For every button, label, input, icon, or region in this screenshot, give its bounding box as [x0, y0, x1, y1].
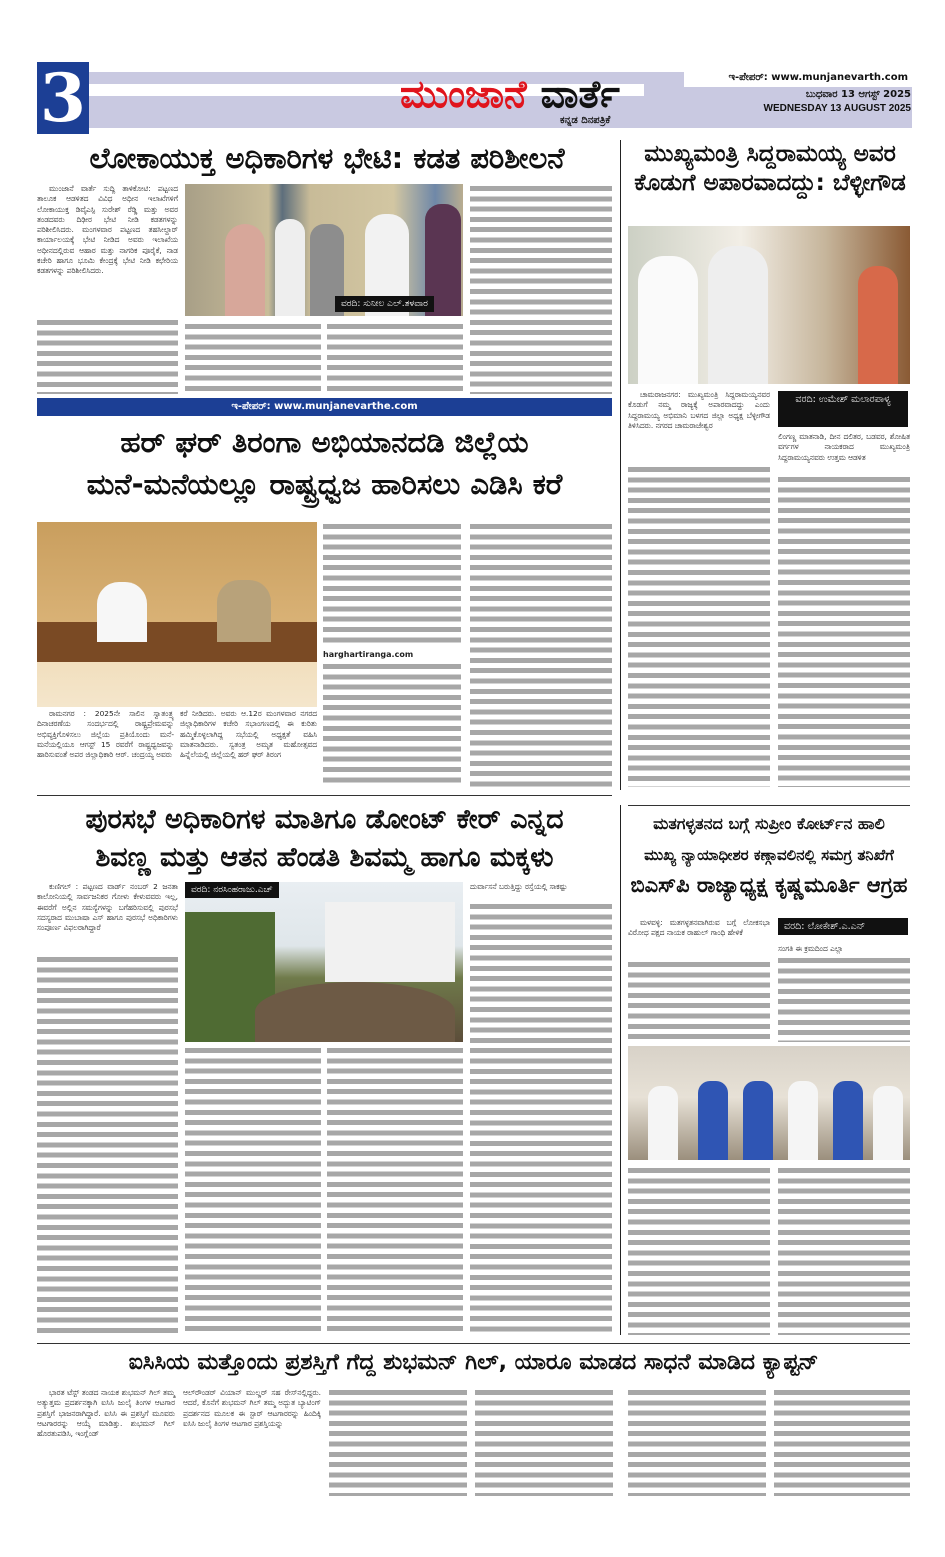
date-kannada: ಬುಧವಾರ 13 ಆಗಸ್ಟ್ 2025	[805, 89, 911, 100]
garbage-site-photo	[185, 882, 463, 1042]
text-column	[778, 475, 910, 787]
text-column	[37, 318, 178, 394]
byline-caption: ವರದಿ: ಉಮೇಶ್ ಮಲಾರಪಾಳ್ಯ	[778, 391, 908, 427]
epaper-link[interactable]: ಇ-ಪೇಪರ್: www.munjanevarth.com	[684, 72, 912, 87]
text-column	[327, 322, 463, 394]
text-column	[37, 955, 178, 1335]
text-column	[323, 522, 461, 647]
text-column	[628, 1166, 770, 1335]
bsp-press-photo	[628, 1046, 910, 1160]
text-column	[475, 1388, 613, 1496]
column-divider	[620, 805, 621, 1335]
text-column	[628, 1388, 766, 1496]
website-link[interactable]: harghartiranga.com	[323, 650, 414, 659]
date-english: WEDNESDAY 13 AUGUST 2025	[763, 103, 911, 114]
headline-purasabhe-line2: ಶಿವಣ್ಣ ಮತ್ತು ಆತನ ಹೆಂಡತಿ ಶಿವಮ್ಮ ಹಾಗೂ ಮಕ್ಕಳು	[95, 842, 554, 873]
article-siddaramaiah-body-2: ಲಿಂಗಣ್ಣ ಮಾತನಾಡಿ, ದೀನ ದಲಿತರ, ಬಡವರ, ಶೋಷಿತ ವರ್ಗಗಳ ನಾಯಕರಾದ ಮುಖ್ಯಮಂತ್ರಿ ಸಿದ್ದರಾಮಯ್ಯನವರು ಉತ್ತಮ ಆಡಳಿತ	[778, 432, 910, 462]
article-bsp-body: ಮಳವಳ್ಳಿ: ಮತಗಳ್ಳತನವಾಗಿರುವ ಬಗ್ಗೆ ಲೋಕಸಭಾ ವಿರೋಧ ಪಕ್ಷದ ನಾಯಕ ರಾಹುಲ್ ಗಾಂಧಿ ಹೇಳಿಕೆ	[628, 918, 770, 938]
article-har-ghar-body-2: ಕರೆ ನೀಡಿದರು. ಅವರು ಆ.12ರ ಮಂಗಳವಾರ ನಗರದ ಜಿಲ್ಲಾಧಿಕಾರಿಗಳ ಕಚೇರಿ ಸಭಾಂಗಣದಲ್ಲಿ ಈ ಕುರಿತು ಹಮ್ಮಿಕೊಳ್ಳಲಾಗಿದ್ದ ಸಭೆಯಲ್ಲಿ ಅಧ್ಯಕ್ಷತೆ ವಹಿಸಿ ಮಾತನಾಡಿದರು. ಸ್ವತಂತ್ರ ಅಮೃತ ಮಹೋತ್ಸವದ ಹಿನ್ನೆಲೆಯಲ್ಲಿ ಜಿಲ್ಲೆಯಲ್ಲಿ ಹರ್ ಘರ್ ತಿರಂಗ	[180, 709, 317, 760]
text-column	[470, 902, 612, 1335]
tagline: ಕನ್ನಡ ದಿನಪತ್ರಿಕೆ	[560, 115, 611, 126]
byline-caption: ವರದಿ: ನರಸಿಂಹರಾಜು.ಎಚ್	[185, 882, 279, 898]
text-column	[778, 1166, 910, 1335]
article-lokayukta-body: ಮುಂಜಾನೆ ವಾರ್ತೆ ಸುದ್ದಿ ತಾಳಿಕೋಟಿ: ಪಟ್ಟಣದ ತಾಲೂಕ ಆಡಳಿತದ ವಿವಿಧ ಅಧೀನ ಇಲಾಖೆಗಳಿಗೆ ಲೋಕಾಯುಕ್ತ ಡಿವೈಎಸ್ಪಿ ಸುರೇಶ್ ರೆಡ್ಡಿ ಮತ್ತು ಅವರ ತಂಡದವರು ದಿಢೀರ ಭೇಟಿ ನೀಡಿ ಕಡತಗಳನ್ನು ಪರಿಶೀಲಿಸಿದರು. ಮಂಗಳವಾರ ಪಟ್ಟಣದ ತಹಸೀಲ್ದಾರ್ ಕಾರ್ಯಾಲಯಕ್ಕೆ ಭೇಟಿ ನೀಡಿದ ಅವರು ಇಲಾಖೆಯ ಅಧೀನದಲ್ಲಿರುವ ಆಹಾರ ಮತ್ತು ನಾಗರಿಕ ಪೂರೈಕೆ, ನಾಡ ಕಚೇರಿ ಹಾಗೂ ಭೂಮಿ ಕೇಂದ್ರಕ್ಕೆ ಭೇಟಿ ನೀಡಿ ಕಛೇರಿಯ ಕಡತಗಳನ್ನು ಪರಿಶೀಲಿಸಿದರು.	[37, 184, 178, 276]
section-divider	[37, 1343, 910, 1344]
byline-caption: ವರದಿ: ಲೋಕೇಶ್.ಎ.ಎನ್	[778, 918, 908, 935]
article-bsp-body-2: ಸಂಗತಿ ಈ ಕ್ರಮದಿಂದ ಎಲ್ಲಾ	[778, 944, 844, 953]
headline-siddaramaiah: ಮುಖ್ಯಮಂತ್ರಿ ಸಿದ್ದರಾಮಯ್ಯ ಅವರ ಕೊಡುಗೆ ಅಪಾರವಾದದ್ದು: ಬೆಳ್ಳೀಗೌಡ	[634, 141, 906, 196]
headline-lokayukta: ಲೋಕಾಯುಕ್ತ ಅಧಿಕಾರಿಗಳ ಭೇಟಿ: ಕಡತ ಪರಿಶೀಲನೆ	[89, 141, 565, 175]
logo-red: ಮುಂಜಾನೆ	[400, 72, 527, 116]
headline-har-ghar-line1: ಹರ್ ಘರ್ ತಿರಂಗಾ ಅಭಿಯಾನದಡಿ ಜಿಲ್ಲೆಯ	[120, 425, 529, 459]
text-column	[470, 522, 612, 787]
article-har-ghar-body: ರಾಮನಗರ : 2025ನೇ ಸಾಲಿನ ಸ್ವಾತಂತ್ರ್ಯ ದಿನಾಚರಣೆಯ ಸಂದರ್ಭದಲ್ಲಿ ರಾಷ್ಟ್ರಪ್ರೇಮವನ್ನು ಅಭಿವ್ಯಕ್ತಿಗೊಳಿಸಲು ಜಿಲ್ಲೆಯ ಪ್ರತಿಯೊಂದು ಮನೆ-ಮನೆಯಲ್ಲಿಯೂ ಆಗಸ್ಟ್ 15 ರವರೆಗೆ ರಾಷ್ಟ್ರಧ್ವಜವನ್ನು ಹಾರಿಸುವಂತೆ ಅಪರ ಜಿಲ್ಲಾಧಿಕಾರಿ ಆರ್. ಚಂದ್ರಯ್ಯ ಅವರು	[37, 709, 174, 760]
article-siddaramaiah-body: ಚಾಮರಾಜನಗರ: ಮುಖ್ಯಮಂತ್ರಿ ಸಿದ್ದರಾಮಯ್ಯನವರ ಕೊಡುಗೆ ನಮ್ಮ ರಾಜ್ಯಕ್ಕೆ ಅಪಾರವಾದದ್ದು ಎಂದು ಸಿದ್ದರಾಮಯ್ಯ ಅಭಿಮಾನಿ ಬಳಗದ ಜಿಲ್ಲಾ ಅಧ್ಯಕ್ಷ ಬೆಳ್ಳೀಗೌಡ ತಿಳಿಸಿದರು. ನಗರದ ಚಾಮರಾಜೇಶ್ವರ	[628, 390, 770, 430]
headline-bsp-line3: ಬಿಎಸ್‌ಪಿ ರಾಜ್ಯಾಧ್ಯಕ್ಷ ಕೃಷ್ಣಮೂರ್ತಿ ಆಗ್ರಹ	[630, 873, 908, 897]
text-column	[628, 465, 770, 787]
text-column	[628, 960, 770, 1042]
article-gill-body: ಭಾರತ ಟೆಸ್ಟ್ ತಂಡದ ನಾಯಕ ಶುಭಮನ್ ಗಿಲ್ ತಮ್ಮ ಅತ್ಯುತ್ತಮ ಪ್ರದರ್ಶನಕ್ಕಾಗಿ ಐಸಿಸಿ ಜುಲೈ ತಿಂಗಳ ಆಟಗಾರ ಪ್ರಶಸ್ತಿಗೆ ಭಾಜನರಾಗಿದ್ದಾರೆ. ಐಸಿಸಿ ಈ ಪ್ರಶಸ್ತಿಗೆ ಮೂವರು ಆಟಗಾರರನ್ನು ಆಯ್ಕೆ ಮಾಡಿತ್ತು. ಶುಭಮನ್ ಗಿಲ್ ಹೊರತುಪಡಿಸಿ, ಇಂಗ್ಲೆಂಡ್	[37, 1388, 175, 1439]
column-divider	[620, 140, 621, 790]
byline-caption: ವರದಿ: ಸುನೀಲ ಎಲ್.ತಳವಾರ	[335, 296, 434, 312]
headline-shubman-gill: ಐಸಿಸಿಯ ಮತ್ತೊಂದು ಪ್ರಶಸ್ತಿಗೆ ಗೆದ್ದ ಶುಭಮನ್ ಗಿಲ್, ಯಾರೂ ಮಾಡದ ಸಾಧನೆ ಮಾಡಿದ ಕ್ಯಾಪ್ಟನ್	[128, 1350, 819, 1375]
text-column	[185, 322, 321, 394]
article-purasabhe-body: ಕುಣಿಗಲ್ : ಪಟ್ಟಣದ ವಾರ್ಡ್ ನಂಬರ್ 2 ಜನತಾ ಕಾಲೋನಿಯಲ್ಲಿ ಸಾರ್ವಜನಿಕರ ಗೋಳು ಕೇಳುವವರು ಇಲ್ಲ, ಈವರೆಗೆ ಅಲ್ಲಿನ ಸಮಸ್ಯೆಗಳನ್ನು ಬಗೆಹರಿಸುವಲ್ಲಿ ಪುರಸಭೆ ಸದಸ್ಯರಾದ ಮುಬಾಷಾ ಎಸ್ ಹಾಗೂ ಪುರಸಭೆ ಅಧಿಕಾರಿಗಳು ಸಂಪೂರ್ಣ ವಿಫಲರಾಗಿದ್ದಾರೆ	[37, 882, 178, 933]
text-column	[778, 956, 910, 1042]
text-column	[470, 184, 612, 394]
headline-bsp-line1: ಮತಗಳ್ಳತನದ ಬಗ್ಗೆ ಸುಪ್ರೀಂ ಕೋರ್ಟ್‌ನ ಹಾಲಿ	[653, 814, 885, 833]
article-gill-body-2: ಆಲ್‌ರೌಂಡರ್ ವಿಯಾನ್ ಮುಲ್ಡರ್ ಸಹ ರೇಸ್‌ನಲ್ಲಿದ್ದರು. ಆದರೆ, ಕೊನೆಗೆ ಶುಭಮನ್ ಗಿಲ್ ತಮ್ಮ ಅದ್ಭುತ ಬ್ಯಾಟಿಂಗ್ ಪ್ರದರ್ಶನದ ಮೂಲಕ ಈ ಸ್ಟಾರ್ ಆಟಗಾರರನ್ನು ಹಿಂದಿಕ್ಕಿ ಐಸಿಸಿ ಜುಲೈ ತಿಂಗಳ ಆಟಗಾರ ಪ್ರಶಸ್ತಿಯನ್ನು	[183, 1388, 321, 1428]
epaper-bar[interactable]: ಇ-ಪೇಪರ್: www.munjanevarthe.com	[37, 398, 612, 416]
section-divider	[37, 795, 612, 796]
newspaper-logo	[400, 72, 620, 117]
section-divider	[628, 805, 910, 806]
headline-har-ghar-line2: ಮನೆ-ಮನೆಯಲ್ಲೂ ರಾಷ್ಟ್ರಧ್ವಜ ಹಾರಿಸಲು ಎಡಿಸಿ ಕರೆ	[86, 467, 563, 501]
text-column	[327, 1046, 463, 1335]
headline-bsp-line2: ಮುಖ್ಯ ನ್ಯಾಯಾಧೀಶರ ಕಣ್ಗಾವಲಿನಲ್ಲಿ ಸಮಗ್ರ ತನಿಖೆಗೆ	[644, 846, 894, 864]
page-number: 3	[37, 62, 89, 134]
text-column	[774, 1388, 910, 1496]
logo-black: ವಾರ್ತೆ	[540, 72, 620, 116]
siddaramaiah-photo	[628, 226, 910, 384]
headline-purasabhe-line1: ಪುರಸಭೆ ಅಧಿಕಾರಿಗಳ ಮಾತಿಗೂ ಡೋಂಟ್ ಕೇರ್ ಎನ್ನದ	[85, 804, 564, 835]
article-purasabhe-body-2: ದುರ್ವಾಸನೆ ಬರುತ್ತಿದ್ದು ರಸ್ತೆಯಲ್ಲಿ ಸಾಕಷ್ಟು	[470, 882, 568, 891]
adc-meeting-photo	[37, 522, 317, 707]
text-column	[323, 662, 461, 787]
text-column	[329, 1388, 467, 1496]
text-column	[185, 1046, 321, 1335]
